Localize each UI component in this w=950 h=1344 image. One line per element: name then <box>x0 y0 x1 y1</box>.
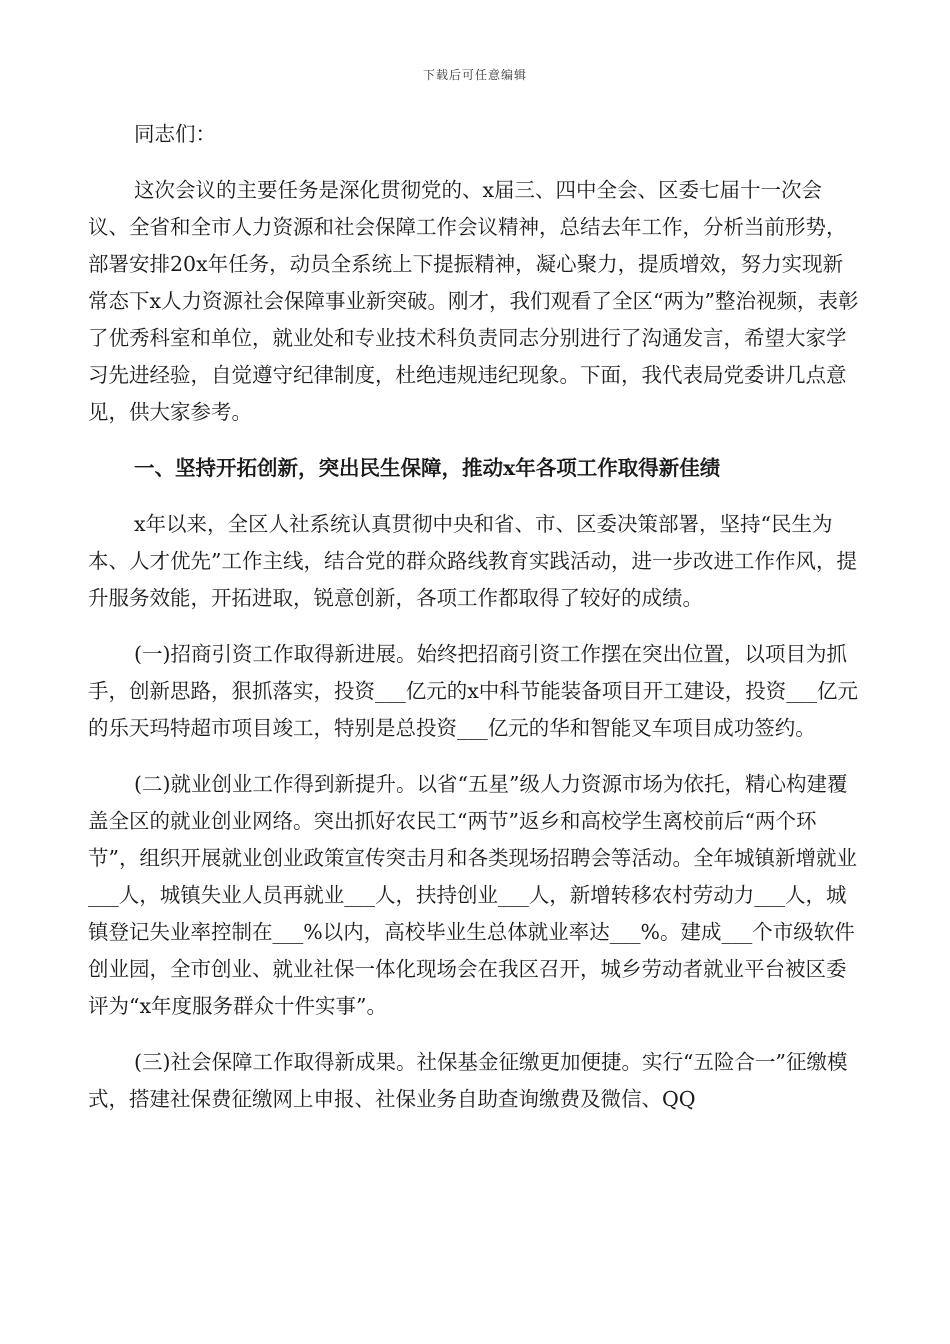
page-header: 下载后可任意编辑 <box>422 68 527 82</box>
document-body <box>88 116 860 1137</box>
intro-paragraph: 这次会议的主要任务是深化贯彻党的、x届三、四中全会、区委七届十一次会议、全省和全市人力资源和社会保障工作会议精神，总结去年工作，分析当前形势，部署安排20x年任务，动员全系统上下提振精神，凝心聚力，提质增效，努力实现新常态下x人力资源社会保障事业新突破。刚才，我们观看了全区“两为”整治视频，表彰了优秀科室和单位，就业处和专业技术科负责同志分别进行了沟通发言，希望大家学习先进经验，自觉遵守纪律制度，杜绝违规违纪现象。下面，我代表局党委讲几点意见，供大家参考。 <box>88 178 859 424</box>
section-heading: 一、坚持开拓创新，突出民生保障，推动x年各项工作取得新佳绩 <box>134 456 721 480</box>
item-3-paragraph: (三)社会保障工作取得新成果。社保基金征缴更加便捷。实行“五险合一”征缴模式，搭建社保费征缴网上申报、社保业务自助查询缴费及微信、QQ <box>88 1050 848 1111</box>
item-1-paragraph: (一)招商引资工作取得新进展。始终把招商引资工作摆在突出位置，以项目为抓手，创新思路，狠抓落实，投资___亿元的x中科节能装备项目开工建设，投资___亿元的乐天玛特超市项目竣工，特别是总投资___亿元的华和智能叉车项目成功签约。 <box>88 642 859 740</box>
item-2-paragraph: (二)就业创业工作得到新提升。以省“五星”级人力资源市场为依托，精心构建覆盖全区的就业创业网络。突出抓好农民工“两节”返乡和高校学生离校前后“两个环节”，组织开展就业创业政策宣传突击月和各类现场招聘会等活动。全年城镇新增就业___人，城镇失业人员再就业___人，扶持创业___人，新增转移农村劳动力___人，城镇登记失业率控制在___%以内，高校毕业生总体就业率达___%。建成___个市级软件创业园，全市创业、就业社保一体化现场会在我区召开，城乡劳动者就业平台被区委评为“x年度服务群众十件实事”。 <box>88 772 857 1018</box>
section-intro-paragraph: x年以来，全区人社系统认真贯彻中央和省、市、区委决策部署，坚持“民生为本、人才优先”工作主线，结合党的群众路线教育实践活动，进一步改进工作作风，提升服务效能，开拓进取，锐意创新，各项工作都取得了较好的成绩。 <box>88 512 857 610</box>
salutation: 同志们： <box>134 122 216 146</box>
